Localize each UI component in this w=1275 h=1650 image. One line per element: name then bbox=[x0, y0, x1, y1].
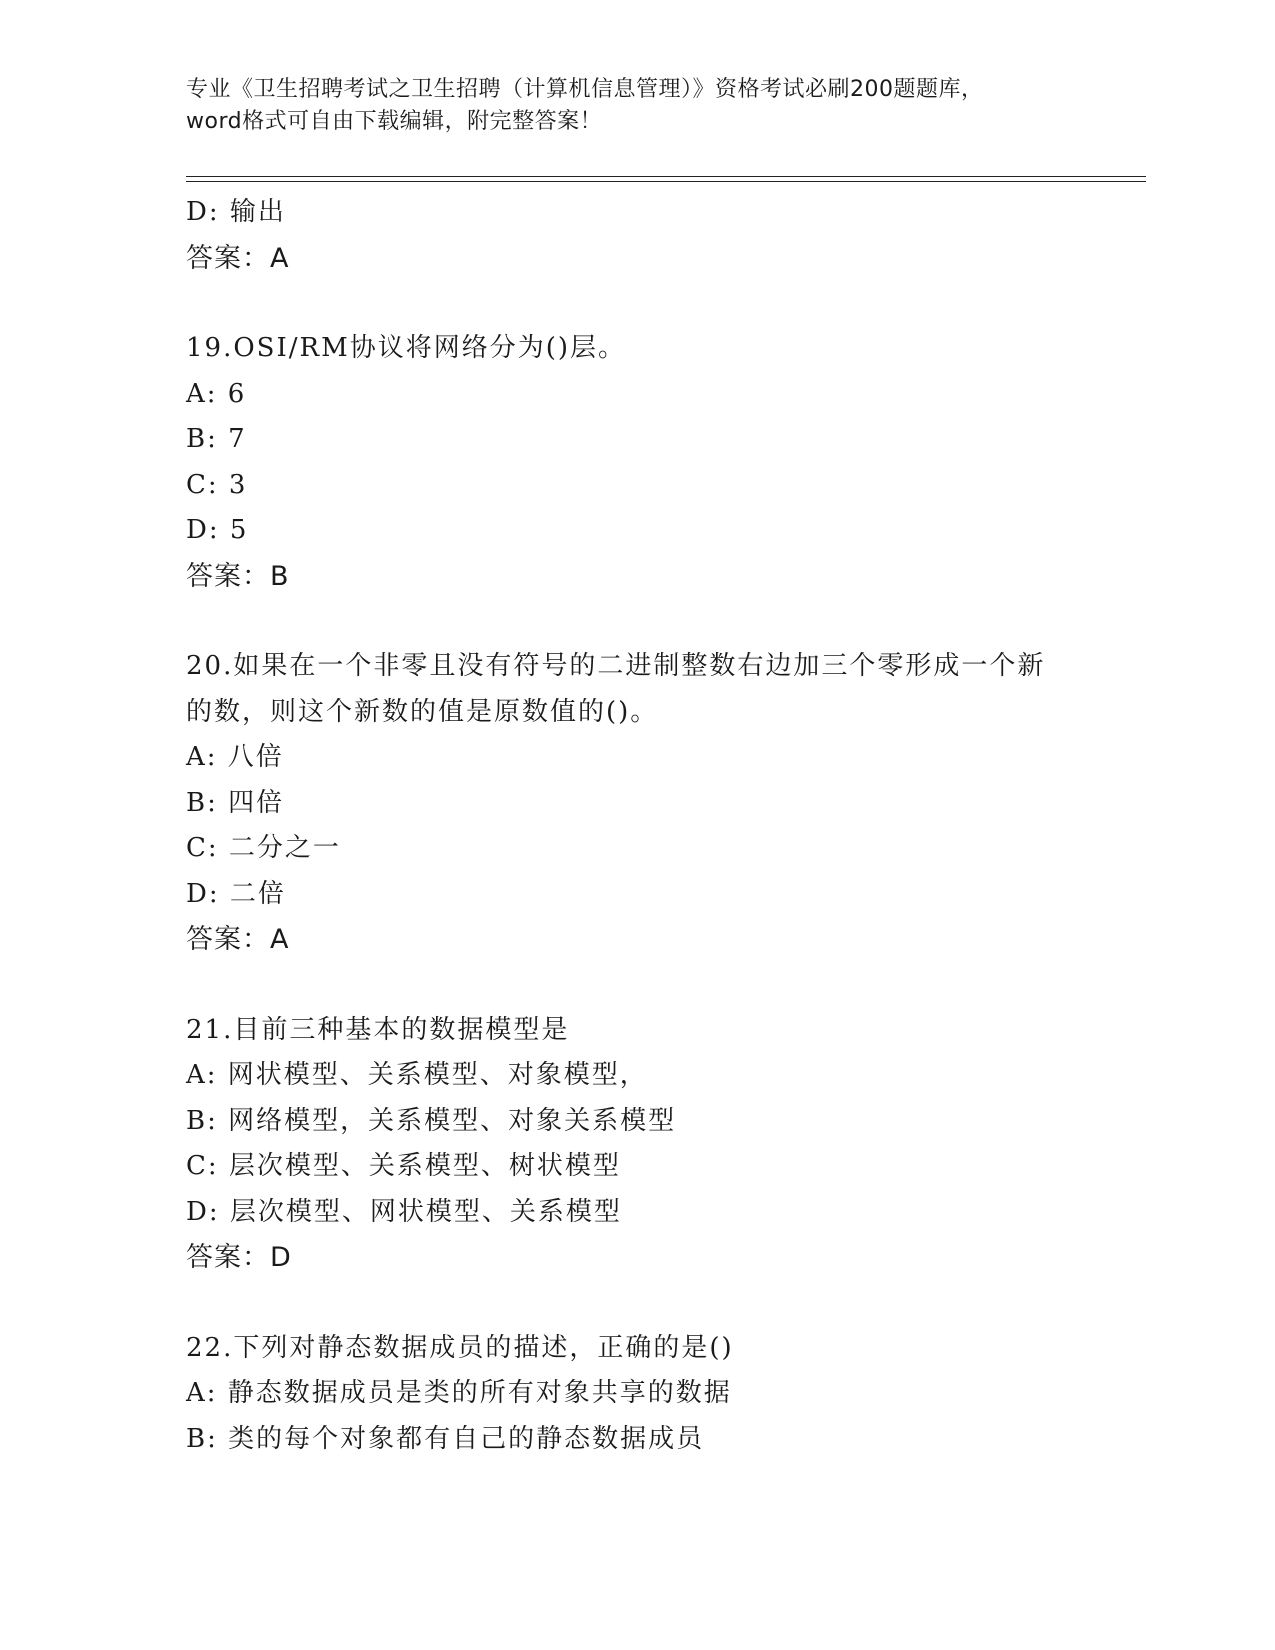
question-stem: 19.OSI/RM协议将网络分为()层。 bbox=[186, 333, 626, 363]
option-a: A: 6 bbox=[186, 378, 247, 409]
question-stem-continued: 的数，则这个新数的值是原数值的()。 bbox=[186, 696, 659, 727]
spacer bbox=[186, 963, 1086, 1008]
question-18-fragment bbox=[186, 190, 1086, 281]
option-b: B: 类的每个对象都有自己的静态数据成员 bbox=[186, 1423, 705, 1454]
answer: 答案：A bbox=[186, 924, 290, 955]
header-line-2: word格式可自由下载编辑，附完整答案！ bbox=[186, 109, 603, 134]
option-b: B: 网络模型，关系模型、对象关系模型 bbox=[186, 1105, 677, 1136]
option-d: D: 层次模型、网状模型、关系模型 bbox=[186, 1196, 622, 1227]
option-a: A: 静态数据成员是类的所有对象共享的数据 bbox=[186, 1378, 732, 1408]
option-d: D: 输出 bbox=[186, 197, 286, 227]
answer: 答案：D bbox=[186, 1242, 292, 1273]
spacer bbox=[186, 599, 1086, 644]
option-c: C: 层次模型、关系模型、树状模型 bbox=[186, 1151, 621, 1181]
spacer bbox=[186, 1281, 1086, 1326]
header-divider-top bbox=[186, 176, 1146, 177]
option-a: A: 网状模型、关系模型、对象模型， bbox=[186, 1060, 648, 1090]
answer: 答案：B bbox=[186, 560, 290, 592]
option-d: D: 5 bbox=[186, 515, 249, 545]
question-20 bbox=[186, 644, 1086, 963]
question-22 bbox=[186, 1326, 1086, 1463]
header-line-1: 专业《卫生招聘考试之卫生招聘（计算机信息管理）》资格考试必刷200题题库， bbox=[186, 77, 984, 102]
option-b: B: 7 bbox=[186, 424, 247, 454]
option-d: D: 二倍 bbox=[186, 878, 286, 909]
question-stem: 20.如果在一个非零且没有符号的二进制整数右边加三个零形成一个新 bbox=[186, 651, 1046, 681]
option-c: C: 二分之一 bbox=[186, 833, 341, 863]
option-c: C: 3 bbox=[186, 469, 248, 500]
spacer bbox=[186, 281, 1086, 326]
answer: 答案：A bbox=[186, 242, 290, 274]
question-19 bbox=[186, 326, 1086, 599]
question-stem: 21.目前三种基本的数据模型是 bbox=[186, 1014, 570, 1045]
question-list bbox=[186, 190, 1086, 1462]
header-divider-bottom bbox=[186, 181, 1146, 182]
question-21 bbox=[186, 1008, 1086, 1281]
document-header bbox=[186, 74, 1086, 138]
question-stem: 22.下列对静态数据成员的描述，正确的是() bbox=[186, 1332, 734, 1363]
option-b: B: 四倍 bbox=[186, 787, 285, 818]
option-a: A: 八倍 bbox=[186, 742, 284, 772]
